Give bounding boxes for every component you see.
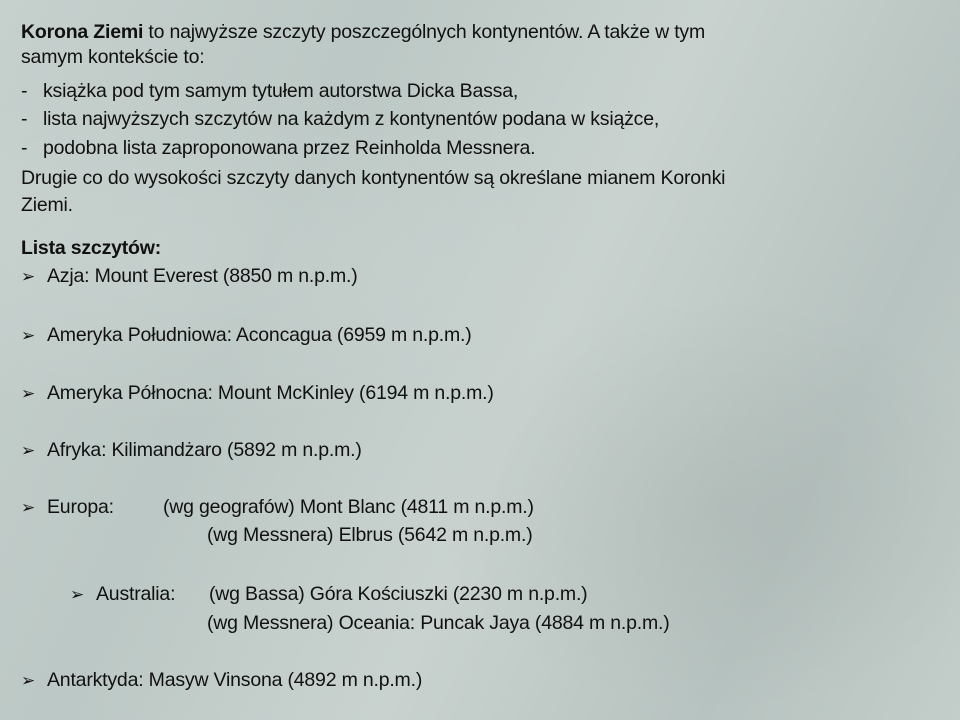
list-item-australia	[70, 582, 587, 607]
arrow-bullet-icon: ➢	[21, 671, 36, 690]
list-item-text: Ameryka Północna: Mount McKinley (6194 m n.p.m.)	[47, 382, 494, 404]
arrow-bullet-icon: ➢	[21, 267, 36, 286]
intro-bullet-text: książka pod tym samym tytułem autorstwa Dicka Bassa,	[43, 80, 519, 102]
intro-line-6: Drugie co do wysokości szczyty danych kontynentów są określane mianem Koronki	[21, 167, 726, 189]
intro-bullet-1	[21, 79, 518, 103]
europa-line-2: (wg Messnera) Elbrus (5642 m n.p.m.)	[207, 524, 533, 546]
arrow-bullet-icon: ➢	[21, 441, 36, 460]
arrow-bullet-icon: ➢	[70, 585, 85, 604]
intro-line-7: Ziemi.	[21, 194, 73, 216]
list-item-antarktyda	[21, 668, 422, 693]
europa-line-1: (wg geografów) Mont Blanc (4811 m n.p.m.)	[163, 496, 534, 518]
arrow-bullet-icon: ➢	[21, 498, 36, 517]
intro-bullet-text: podobna lista zaproponowana przez Reinholda Messnera.	[43, 137, 536, 159]
dash-marker: -	[21, 108, 28, 130]
australia-label: Australia:	[96, 583, 176, 605]
australia-line-1: (wg Bassa) Góra Kościuszki (2230 m n.p.m.)	[209, 583, 588, 605]
list-item-text: Antarktyda: Masyw Vinsona (4892 m n.p.m.)	[47, 669, 423, 691]
list-item-afryka	[21, 438, 362, 463]
intro-line-1-text: to najwyższe szczyty poszczególnych kontynentów. A także w tym	[143, 21, 706, 43]
intro-line-1	[21, 20, 705, 44]
europa-label: Europa:	[47, 496, 114, 518]
list-item-text: Afryka: Kilimandżaro (5892 m n.p.m.)	[47, 439, 362, 461]
arrow-bullet-icon: ➢	[21, 326, 36, 345]
intro-line-2: samym kontekście to:	[21, 46, 205, 68]
australia-line-2: (wg Messnera) Oceania: Puncak Jaya (4884 m n.p.m.)	[207, 612, 670, 634]
list-item-text: Ameryka Południowa: Aconcagua (6959 m n.p.m.)	[47, 324, 472, 346]
dash-marker: -	[21, 80, 28, 102]
list-item-azja	[21, 264, 358, 289]
arrow-bullet-icon: ➢	[21, 384, 36, 403]
list-item-ameryka-polnocna	[21, 381, 494, 406]
intro-bullet-3	[21, 136, 535, 160]
dash-marker: -	[21, 137, 28, 159]
list-item-europa	[21, 495, 534, 520]
list-item-text: Azja: Mount Everest (8850 m n.p.m.)	[47, 265, 358, 287]
intro-term: Korona Ziemi	[21, 21, 144, 43]
list-item-ameryka-poludniowa	[21, 323, 472, 348]
intro-bullet-text: lista najwyższych szczytów na każdym z kontynentów podana w książce,	[43, 108, 660, 130]
list-heading: Lista szczytów:	[21, 237, 162, 259]
intro-bullet-2	[21, 107, 659, 131]
